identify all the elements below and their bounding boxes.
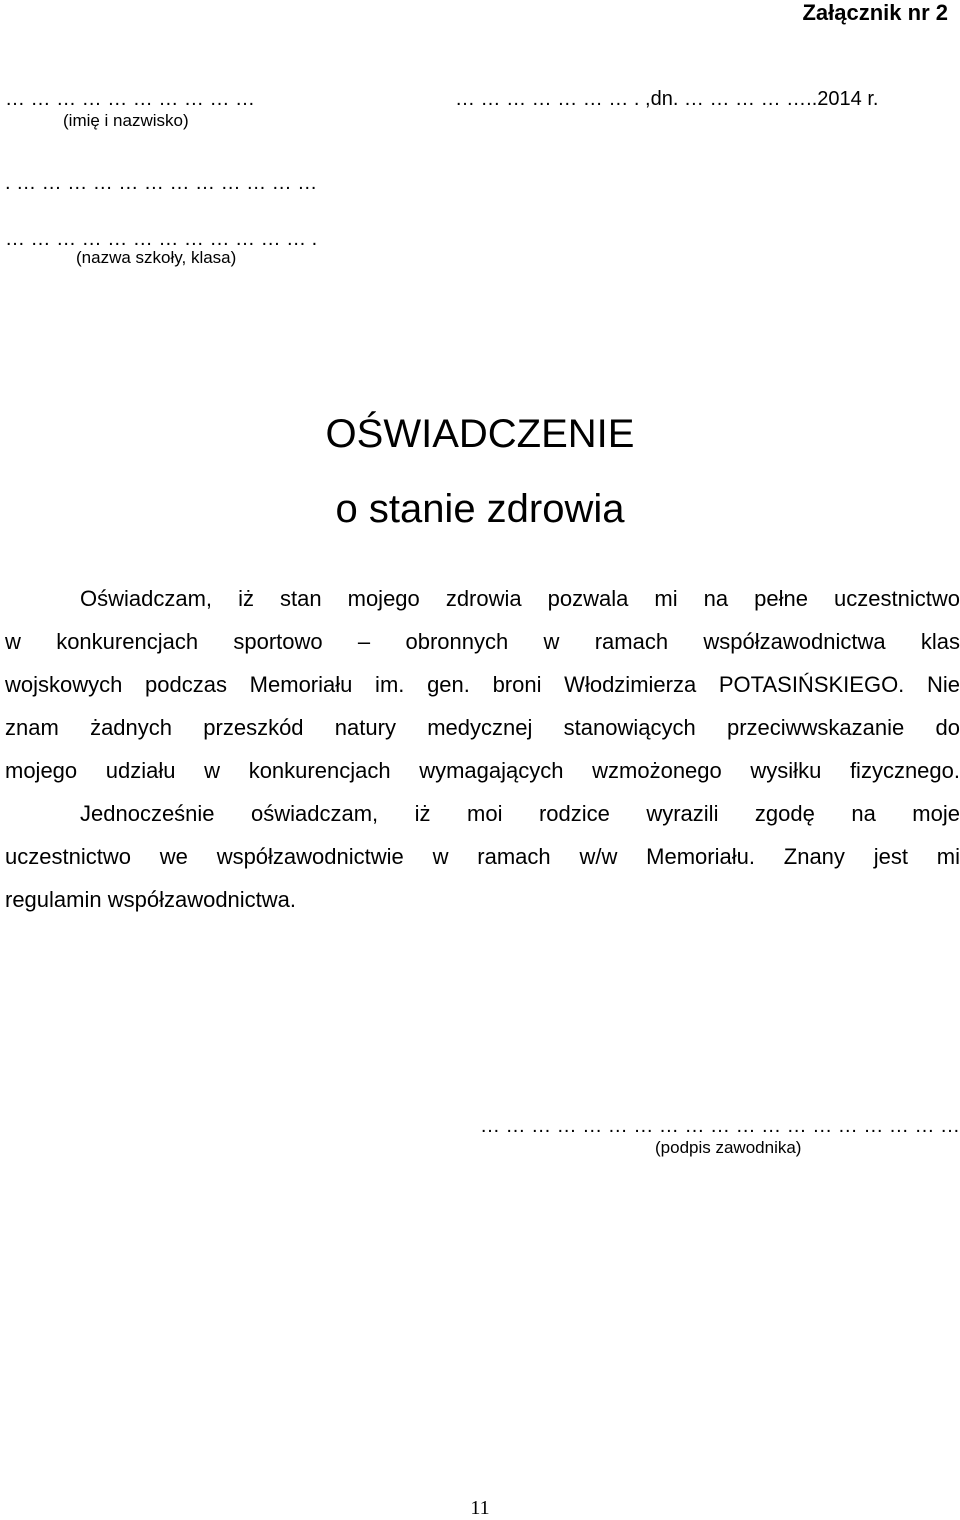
- statement-line: w konkurencjach sportowo – obronnych w ramach współzawodnictwa klas: [5, 629, 960, 654]
- school-label: (nazwa szkoły, klasa): [76, 248, 237, 267]
- statement-line: Jednocześnie oświadczam, iż moi rodzice wyrazili zgodę na moje: [80, 801, 960, 826]
- statement-line: znam żadnych przeszkód natury medycznej stanowiących przeciwwskazanie do: [5, 715, 960, 740]
- document-subtitle: o stanie zdrowia: [335, 487, 625, 531]
- document-title: OŚWIADCZENIE: [325, 412, 635, 456]
- page-number: 11: [470, 1497, 490, 1519]
- school-dots-line-1: . … … … … … … … … … … … …: [5, 172, 318, 194]
- place-date-line: … … … … … … … . ,dn. … … … … …..2014 r.: [455, 88, 879, 110]
- name-dots: … … … … … … … … … …: [5, 88, 256, 110]
- statement-line: uczestnictwo we współzawodnictwie w ramach w/w Memoriału. Znany jest mi: [5, 844, 960, 869]
- statement-line: mojego udziału w konkurencjach wymagających wzmożonego wysiłku fizycznego.: [5, 758, 960, 783]
- name-label: (imię i nazwisko): [63, 111, 189, 130]
- school-dots-line-2: … … … … … … … … … … … … .: [5, 228, 318, 250]
- statement-line: wojskowych podczas Memoriału im. gen. broni Włodzimierza POTASIŃSKIEGO. Nie: [5, 672, 960, 697]
- annex-label: Załącznik nr 2: [802, 0, 948, 25]
- signature-dots: … … … … … … … … … … … … … … … … … … …: [480, 1115, 960, 1137]
- statement-line: Oświadczam, iż stan mojego zdrowia pozwala mi na pełne uczestnictwo: [80, 586, 960, 611]
- statement-text: [5, 577, 960, 921]
- statement-line: regulamin współzawodnictwa.: [5, 887, 297, 912]
- signature-label: (podpis zawodnika): [655, 1138, 802, 1157]
